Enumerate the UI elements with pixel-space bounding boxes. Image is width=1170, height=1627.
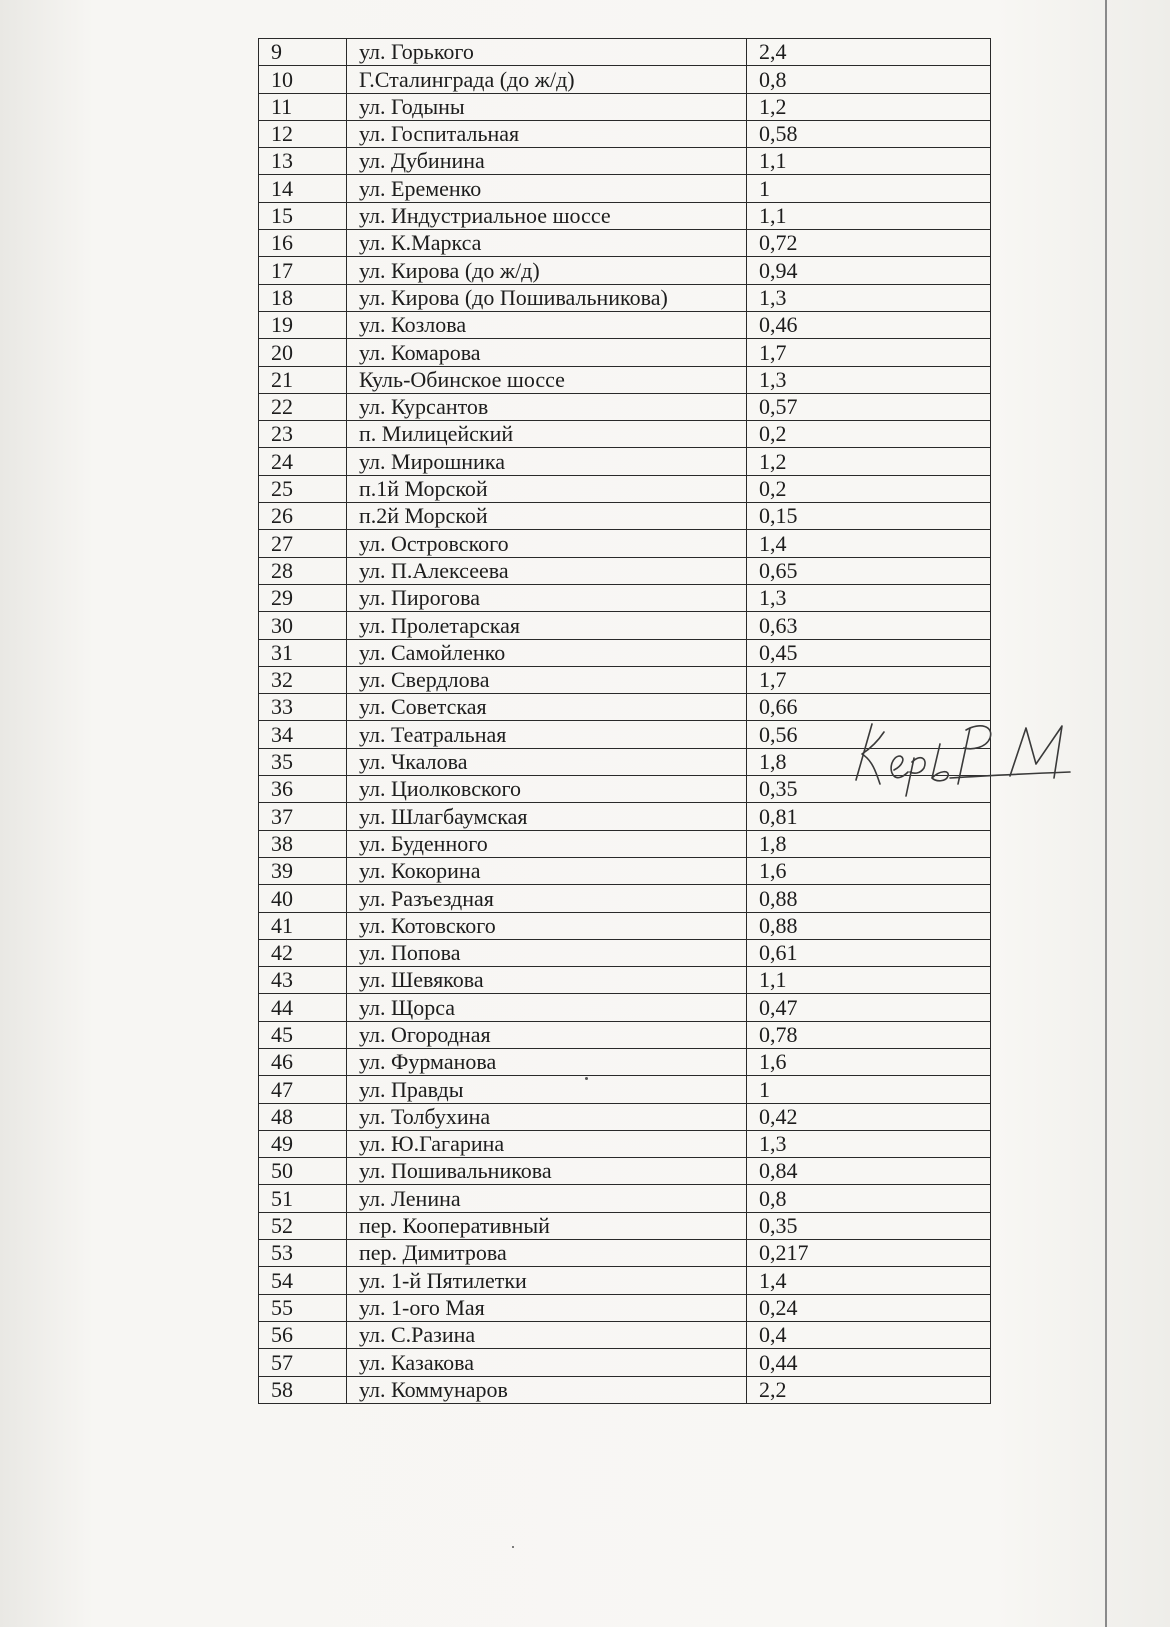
length-km-cell: 0,65 (747, 557, 991, 584)
length-km-cell: 0,57 (747, 393, 991, 420)
signature-text: Керь РМ (850, 797, 854, 798)
length-km-cell: 1,3 (747, 366, 991, 393)
street-name-cell: ул. Кокорина (347, 857, 747, 884)
table-row (259, 967, 991, 994)
street-name-cell: ул. Театральная (347, 721, 747, 748)
row-number-cell: 24 (259, 448, 347, 475)
table-row (259, 366, 991, 393)
page-edge-line (1105, 0, 1107, 1627)
street-name-cell: ул. Огородная (347, 1021, 747, 1048)
row-number-cell: 49 (259, 1130, 347, 1157)
table-row (259, 93, 991, 120)
length-km-cell: 0,44 (747, 1349, 991, 1376)
length-km-cell: 0,4 (747, 1321, 991, 1348)
street-name-cell: ул. К.Маркса (347, 230, 747, 257)
street-name-cell: ул. Свердлова (347, 666, 747, 693)
table-row (259, 1130, 991, 1157)
length-km-cell: 0,47 (747, 994, 991, 1021)
row-number-cell: 47 (259, 1076, 347, 1103)
street-name-cell: п.2й Морской (347, 503, 747, 530)
length-km-cell: 1,1 (747, 148, 991, 175)
row-number-cell: 16 (259, 230, 347, 257)
street-name-cell: ул. Горького (347, 39, 747, 66)
street-name-cell: Куль-Обинское шоссе (347, 366, 747, 393)
street-name-cell: ул. П.Алексеева (347, 557, 747, 584)
length-km-cell: 1,7 (747, 666, 991, 693)
length-km-cell: 0,63 (747, 612, 991, 639)
table-row (259, 311, 991, 338)
length-km-cell: 2,4 (747, 39, 991, 66)
street-name-cell: ул. Разъездная (347, 885, 747, 912)
table-row (259, 584, 991, 611)
ink-speck (585, 1077, 588, 1080)
row-number-cell: 42 (259, 939, 347, 966)
table-row (259, 230, 991, 257)
row-number-cell: 17 (259, 257, 347, 284)
table-row (259, 803, 991, 830)
row-number-cell: 40 (259, 885, 347, 912)
street-name-cell: ул. Советская (347, 694, 747, 721)
street-name-cell: ул. Самойленко (347, 639, 747, 666)
row-number-cell: 51 (259, 1185, 347, 1212)
row-number-cell: 52 (259, 1212, 347, 1239)
row-number-cell: 14 (259, 175, 347, 202)
length-km-cell: 0,15 (747, 503, 991, 530)
row-number-cell: 15 (259, 202, 347, 229)
row-number-cell: 13 (259, 148, 347, 175)
row-number-cell: 41 (259, 912, 347, 939)
street-name-cell: пер. Кооперативный (347, 1212, 747, 1239)
street-name-cell: ул. Еременко (347, 175, 747, 202)
length-km-cell: 1,1 (747, 202, 991, 229)
row-number-cell: 58 (259, 1376, 347, 1403)
row-number-cell: 25 (259, 475, 347, 502)
street-name-cell: ул. Кирова (до ж/д) (347, 257, 747, 284)
row-number-cell: 26 (259, 503, 347, 530)
row-number-cell: 23 (259, 421, 347, 448)
table-row (259, 448, 991, 475)
street-name-cell: Г.Сталинграда (до ж/д) (347, 66, 747, 93)
length-km-cell: 2,2 (747, 1376, 991, 1403)
street-name-cell: ул. 1-й Пятилетки (347, 1267, 747, 1294)
table-row (259, 694, 991, 721)
street-name-cell: ул. 1-ого Мая (347, 1294, 747, 1321)
table-row (259, 66, 991, 93)
row-number-cell: 21 (259, 366, 347, 393)
table-row (259, 339, 991, 366)
street-name-cell: ул. Пирогова (347, 584, 747, 611)
street-name-cell: ул. Козлова (347, 311, 747, 338)
table-row (259, 912, 991, 939)
length-km-cell: 1 (747, 175, 991, 202)
length-km-cell: 0,58 (747, 120, 991, 147)
street-name-cell: ул. Попова (347, 939, 747, 966)
row-number-cell: 35 (259, 748, 347, 775)
row-number-cell: 30 (259, 612, 347, 639)
table-row (259, 475, 991, 502)
row-number-cell: 54 (259, 1267, 347, 1294)
length-km-cell: 0,88 (747, 912, 991, 939)
length-km-cell: 0,78 (747, 1021, 991, 1048)
street-name-cell: ул. Пошивальникова (347, 1158, 747, 1185)
street-name-cell: ул. Шевякова (347, 967, 747, 994)
table-row (259, 1076, 991, 1103)
length-km-cell: 0,35 (747, 1212, 991, 1239)
street-name-cell: ул. Островского (347, 530, 747, 557)
table-row (259, 1240, 991, 1267)
street-name-cell: ул. С.Разина (347, 1321, 747, 1348)
table-row (259, 257, 991, 284)
table-row (259, 1267, 991, 1294)
length-km-cell: 0,24 (747, 1294, 991, 1321)
row-number-cell: 18 (259, 284, 347, 311)
table-row (259, 1048, 991, 1075)
row-number-cell: 33 (259, 694, 347, 721)
street-name-cell: п.1й Морской (347, 475, 747, 502)
table-row (259, 1185, 991, 1212)
table-row (259, 1321, 991, 1348)
street-name-cell: ул. Щорса (347, 994, 747, 1021)
table-row (259, 1294, 991, 1321)
length-km-cell: 0,88 (747, 885, 991, 912)
length-km-cell: 1,8 (747, 830, 991, 857)
length-km-cell: 1,2 (747, 93, 991, 120)
length-km-cell: 1,3 (747, 584, 991, 611)
table-row (259, 1349, 991, 1376)
length-km-cell: 0,217 (747, 1240, 991, 1267)
street-name-cell: ул. Госпитальная (347, 120, 747, 147)
street-name-cell: ул. Курсантов (347, 393, 747, 420)
street-name-cell: ул. Казакова (347, 1349, 747, 1376)
length-km-cell: 1,1 (747, 967, 991, 994)
length-km-cell: 1,6 (747, 1048, 991, 1075)
length-km-cell: 0,42 (747, 1103, 991, 1130)
row-number-cell: 39 (259, 857, 347, 884)
table-row (259, 503, 991, 530)
table-row (259, 1376, 991, 1403)
row-number-cell: 22 (259, 393, 347, 420)
row-number-cell: 31 (259, 639, 347, 666)
ink-speck (512, 1546, 514, 1548)
length-km-cell: 1,7 (747, 339, 991, 366)
row-number-cell: 32 (259, 666, 347, 693)
street-name-cell: ул. Дубинина (347, 148, 747, 175)
row-number-cell: 48 (259, 1103, 347, 1130)
row-number-cell: 36 (259, 776, 347, 803)
row-number-cell: 38 (259, 830, 347, 857)
street-name-cell: ул. Шлагбаумская (347, 803, 747, 830)
length-km-cell: 0,2 (747, 421, 991, 448)
table-row (259, 994, 991, 1021)
row-number-cell: 27 (259, 530, 347, 557)
table-row (259, 1021, 991, 1048)
row-number-cell: 46 (259, 1048, 347, 1075)
row-number-cell: 34 (259, 721, 347, 748)
table-row (259, 530, 991, 557)
row-number-cell: 28 (259, 557, 347, 584)
table-row (259, 202, 991, 229)
row-number-cell: 55 (259, 1294, 347, 1321)
table-row (259, 421, 991, 448)
table-row (259, 1212, 991, 1239)
table-row (259, 1158, 991, 1185)
length-km-cell: 0,8 (747, 1185, 991, 1212)
table-row (259, 830, 991, 857)
street-name-cell: ул. Комарова (347, 339, 747, 366)
street-name-cell: ул. Коммунаров (347, 1376, 747, 1403)
length-km-cell: 0,2 (747, 475, 991, 502)
table-row (259, 120, 991, 147)
table-row (259, 557, 991, 584)
table-row (259, 857, 991, 884)
street-name-cell: ул. Ю.Гагарина (347, 1130, 747, 1157)
length-km-cell: 1,8 (747, 748, 991, 775)
length-km-cell: 0,66 (747, 694, 991, 721)
length-km-cell: 0,94 (747, 257, 991, 284)
street-name-cell: ул. Буденного (347, 830, 747, 857)
row-number-cell: 20 (259, 339, 347, 366)
row-number-cell: 9 (259, 39, 347, 66)
table-row (259, 639, 991, 666)
street-name-cell: п. Милицейский (347, 421, 747, 448)
table-row (259, 39, 991, 66)
street-name-cell: ул. Правды (347, 1076, 747, 1103)
street-name-cell: ул. Индустриальное шоссе (347, 202, 747, 229)
length-km-cell: 0,56 (747, 721, 991, 748)
row-number-cell: 44 (259, 994, 347, 1021)
table-row (259, 175, 991, 202)
length-km-cell: 0,84 (747, 1158, 991, 1185)
table-row (259, 939, 991, 966)
table-row (259, 666, 991, 693)
street-name-cell: ул. Чкалова (347, 748, 747, 775)
row-number-cell: 45 (259, 1021, 347, 1048)
length-km-cell: 0,72 (747, 230, 991, 257)
table-row (259, 148, 991, 175)
street-name-cell: ул. Годыны (347, 93, 747, 120)
street-name-cell: ул. Ленина (347, 1185, 747, 1212)
length-km-cell: 1,2 (747, 448, 991, 475)
row-number-cell: 29 (259, 584, 347, 611)
street-name-cell: ул. Котовского (347, 912, 747, 939)
length-km-cell: 0,45 (747, 639, 991, 666)
row-number-cell: 56 (259, 1321, 347, 1348)
row-number-cell: 37 (259, 803, 347, 830)
length-km-cell: 0,35 (747, 776, 991, 803)
row-number-cell: 50 (259, 1158, 347, 1185)
length-km-cell: 1,4 (747, 1267, 991, 1294)
row-number-cell: 53 (259, 1240, 347, 1267)
length-km-cell: 1,6 (747, 857, 991, 884)
row-number-cell: 19 (259, 311, 347, 338)
street-name-cell: ул. Циолковского (347, 776, 747, 803)
length-km-cell: 0,61 (747, 939, 991, 966)
table-row (259, 284, 991, 311)
length-km-cell: 1,4 (747, 530, 991, 557)
row-number-cell: 10 (259, 66, 347, 93)
street-name-cell: ул. Пролетарская (347, 612, 747, 639)
length-km-cell: 0,81 (747, 803, 991, 830)
length-km-cell: 0,8 (747, 66, 991, 93)
row-number-cell: 43 (259, 967, 347, 994)
street-name-cell: ул. Кирова (до Пошивальникова) (347, 284, 747, 311)
length-km-cell: 1,3 (747, 284, 991, 311)
length-km-cell: 1 (747, 1076, 991, 1103)
table-row (259, 1103, 991, 1130)
street-name-cell: ул. Мирошника (347, 448, 747, 475)
handwritten-signature (850, 718, 1110, 798)
length-km-cell: 1,3 (747, 1130, 991, 1157)
row-number-cell: 12 (259, 120, 347, 147)
street-name-cell: ул. Толбухина (347, 1103, 747, 1130)
row-number-cell: 11 (259, 93, 347, 120)
row-number-cell: 57 (259, 1349, 347, 1376)
street-name-cell: пер. Димитрова (347, 1240, 747, 1267)
table-row (259, 612, 991, 639)
table-row (259, 885, 991, 912)
table-row (259, 393, 991, 420)
length-km-cell: 0,46 (747, 311, 991, 338)
street-name-cell: ул. Фурманова (347, 1048, 747, 1075)
